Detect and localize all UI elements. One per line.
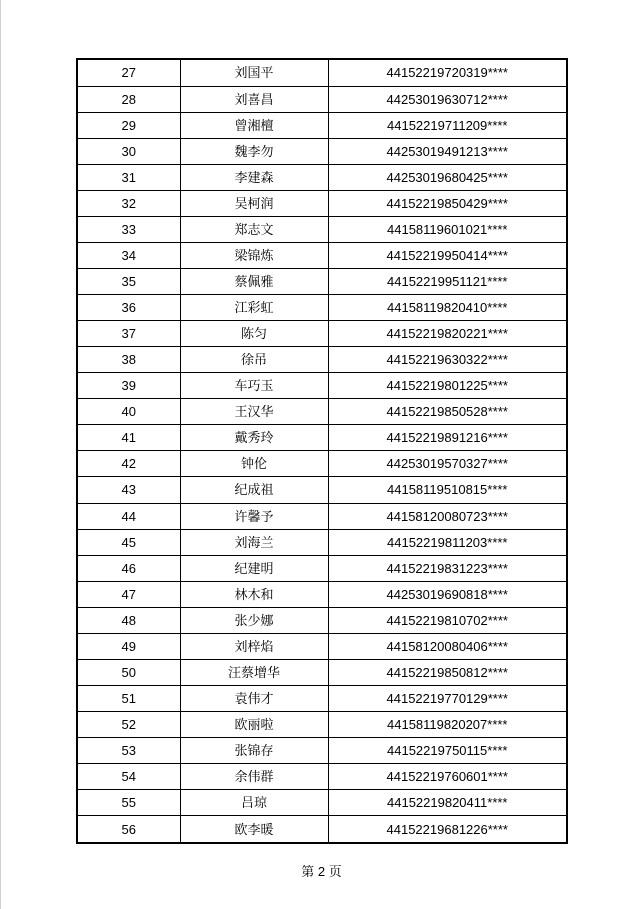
serial-number-cell: 40 <box>77 399 180 425</box>
id-number-cell: 44152219950414**** <box>328 242 567 268</box>
name-cell: 欧李暖 <box>180 816 328 843</box>
table-row <box>77 816 567 843</box>
id-number-cell: 44152219760601**** <box>328 764 567 790</box>
name-cell: 张少娜 <box>180 607 328 633</box>
id-number-cell: 44152219630322**** <box>328 347 567 373</box>
name-cell: 刘梓焰 <box>180 633 328 659</box>
serial-number-cell: 41 <box>77 425 180 451</box>
name-cell: 汪蔡增华 <box>180 659 328 685</box>
name-cell: 梁锦炼 <box>180 242 328 268</box>
id-number-cell: 44152219750115**** <box>328 738 567 764</box>
name-cell: 李建森 <box>180 164 328 190</box>
page-left-edge-line <box>0 0 1 909</box>
name-cell: 张锦存 <box>180 738 328 764</box>
name-cell: 吴柯润 <box>180 190 328 216</box>
table-row <box>77 555 567 581</box>
id-number-cell: 44253019690818**** <box>328 581 567 607</box>
table-row <box>77 112 567 138</box>
name-cell: 魏李勿 <box>180 138 328 164</box>
table-row <box>77 425 567 451</box>
serial-number-cell: 35 <box>77 268 180 294</box>
id-number-cell: 44158120080723**** <box>328 503 567 529</box>
table-row <box>77 321 567 347</box>
serial-number-cell: 29 <box>77 112 180 138</box>
serial-number-cell: 28 <box>77 86 180 112</box>
table-row <box>77 633 567 659</box>
name-cell: 陈匀 <box>180 321 328 347</box>
roster-table-body <box>77 59 567 843</box>
name-cell: 车巧玉 <box>180 373 328 399</box>
name-cell: 郑志文 <box>180 216 328 242</box>
id-number-cell: 44152219801225**** <box>328 373 567 399</box>
table-row <box>77 373 567 399</box>
name-cell: 吕琼 <box>180 790 328 816</box>
table-row <box>77 164 567 190</box>
serial-number-cell: 53 <box>77 738 180 764</box>
serial-number-cell: 46 <box>77 555 180 581</box>
name-cell: 欧丽啦 <box>180 712 328 738</box>
name-cell: 袁伟才 <box>180 685 328 711</box>
id-number-cell: 44152219891216**** <box>328 425 567 451</box>
id-number-cell: 44158119820410**** <box>328 295 567 321</box>
table-row <box>77 712 567 738</box>
serial-number-cell: 44 <box>77 503 180 529</box>
serial-number-cell: 52 <box>77 712 180 738</box>
name-cell: 江彩虹 <box>180 295 328 321</box>
id-number-cell: 44253019491213**** <box>328 138 567 164</box>
id-number-cell: 44253019630712**** <box>328 86 567 112</box>
serial-number-cell: 39 <box>77 373 180 399</box>
id-number-cell: 44152219810702**** <box>328 607 567 633</box>
serial-number-cell: 33 <box>77 216 180 242</box>
table-row <box>77 347 567 373</box>
table-row <box>77 216 567 242</box>
table-row <box>77 503 567 529</box>
id-number-cell: 44152219820221**** <box>328 321 567 347</box>
name-cell: 许馨予 <box>180 503 328 529</box>
table-row <box>77 268 567 294</box>
id-number-cell: 44152219951121**** <box>328 268 567 294</box>
table-row <box>77 86 567 112</box>
serial-number-cell: 32 <box>77 190 180 216</box>
table-row <box>77 451 567 477</box>
serial-number-cell: 56 <box>77 816 180 843</box>
table-row <box>77 477 567 503</box>
name-cell: 林木和 <box>180 581 328 607</box>
name-cell: 刘国平 <box>180 59 328 86</box>
serial-number-cell: 51 <box>77 685 180 711</box>
id-number-cell: 44158119601021**** <box>328 216 567 242</box>
name-cell: 戴秀玲 <box>180 425 328 451</box>
serial-number-cell: 27 <box>77 59 180 86</box>
serial-number-cell: 48 <box>77 607 180 633</box>
id-number-cell: 44152219711209**** <box>328 112 567 138</box>
page-number-footer: 第 2 页 <box>301 864 342 879</box>
id-number-cell: 44152219811203**** <box>328 529 567 555</box>
table-row <box>77 138 567 164</box>
id-number-cell: 44152219831223**** <box>328 555 567 581</box>
serial-number-cell: 45 <box>77 529 180 555</box>
name-cell: 刘喜昌 <box>180 86 328 112</box>
id-number-cell: 44158120080406**** <box>328 633 567 659</box>
name-cell: 纪成祖 <box>180 477 328 503</box>
roster-table-container <box>76 58 566 844</box>
name-cell: 刘海兰 <box>180 529 328 555</box>
table-row <box>77 59 567 86</box>
serial-number-cell: 38 <box>77 347 180 373</box>
table-row <box>77 738 567 764</box>
table-row <box>77 242 567 268</box>
table-row <box>77 764 567 790</box>
id-number-cell: 44152219770129**** <box>328 685 567 711</box>
table-row <box>77 399 567 425</box>
name-cell: 余伟群 <box>180 764 328 790</box>
name-cell: 蔡佩雅 <box>180 268 328 294</box>
id-number-cell: 44253019680425**** <box>328 164 567 190</box>
serial-number-cell: 34 <box>77 242 180 268</box>
table-row <box>77 790 567 816</box>
table-row <box>77 685 567 711</box>
serial-number-cell: 42 <box>77 451 180 477</box>
id-number-cell: 44158119820207**** <box>328 712 567 738</box>
id-number-cell: 44152219720319**** <box>328 59 567 86</box>
serial-number-cell: 36 <box>77 295 180 321</box>
name-cell: 钟伦 <box>180 451 328 477</box>
table-row <box>77 607 567 633</box>
id-number-cell: 44152219850528**** <box>328 399 567 425</box>
id-number-cell: 44152219850429**** <box>328 190 567 216</box>
table-row <box>77 581 567 607</box>
serial-number-cell: 54 <box>77 764 180 790</box>
table-row <box>77 190 567 216</box>
id-number-cell: 44152219850812**** <box>328 659 567 685</box>
name-cell: 曾湘檀 <box>180 112 328 138</box>
id-number-cell: 44152219820411**** <box>328 790 567 816</box>
serial-number-cell: 31 <box>77 164 180 190</box>
id-number-cell: 44158119510815**** <box>328 477 567 503</box>
table-row <box>77 659 567 685</box>
serial-number-cell: 49 <box>77 633 180 659</box>
serial-number-cell: 55 <box>77 790 180 816</box>
name-cell: 徐吊 <box>180 347 328 373</box>
name-cell: 纪建明 <box>180 555 328 581</box>
id-number-cell: 44253019570327**** <box>328 451 567 477</box>
serial-number-cell: 47 <box>77 581 180 607</box>
id-number-cell: 44152219681226**** <box>328 816 567 843</box>
table-row <box>77 529 567 555</box>
serial-number-cell: 30 <box>77 138 180 164</box>
roster-table <box>76 58 568 844</box>
table-row <box>77 295 567 321</box>
serial-number-cell: 43 <box>77 477 180 503</box>
serial-number-cell: 50 <box>77 659 180 685</box>
serial-number-cell: 37 <box>77 321 180 347</box>
name-cell: 王汉华 <box>180 399 328 425</box>
